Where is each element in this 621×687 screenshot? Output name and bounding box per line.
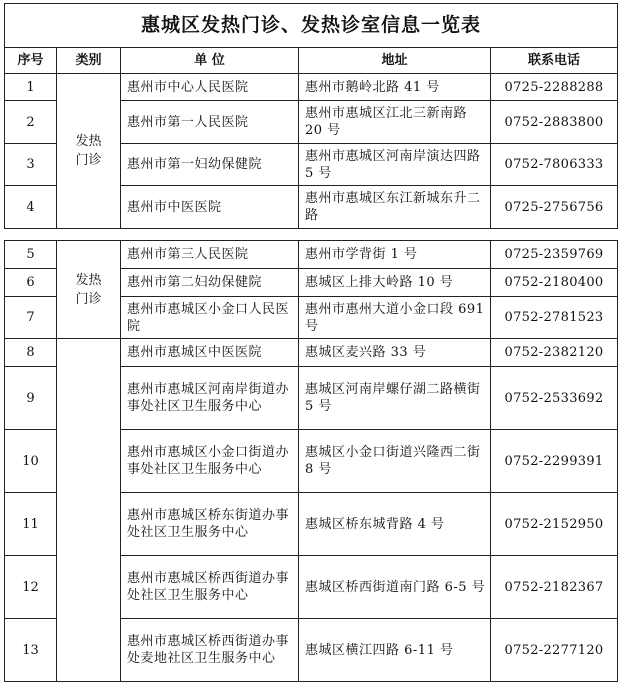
row-address: 惠州市惠城区江北三新南路 20 号 xyxy=(299,101,491,144)
table-row xyxy=(5,241,618,269)
table-row xyxy=(5,339,618,367)
row-phone: 0752-2152950 xyxy=(491,493,618,556)
row-phone: 0752-2781523 xyxy=(491,297,618,339)
header-unit: 单 位 xyxy=(121,48,299,74)
row-unit: 惠州市惠城区小金口人民医院 xyxy=(121,297,299,339)
category-label: 发热门诊 xyxy=(75,272,102,307)
row-no: 8 xyxy=(5,339,57,367)
row-no: 12 xyxy=(5,556,57,619)
row-address: 惠城区上排大岭路 10 号 xyxy=(299,269,491,297)
row-address: 惠州市惠州大道小金口段 691 号 xyxy=(299,297,491,339)
row-phone: 0725-2756756 xyxy=(491,186,618,229)
row-unit: 惠州市惠城区小金口街道办事处社区卫生服务中心 xyxy=(121,430,299,493)
row-address: 惠城区麦兴路 33 号 xyxy=(299,339,491,367)
row-unit: 惠州市第一人民医院 xyxy=(121,101,299,144)
row-unit: 惠州市惠城区中医医院 xyxy=(121,339,299,367)
row-no: 6 xyxy=(5,269,57,297)
row-unit: 惠州市中医医院 xyxy=(121,186,299,229)
row-address: 惠州市鹅岭北路 41 号 xyxy=(299,74,491,101)
row-phone: 0752-2180400 xyxy=(491,269,618,297)
row-phone: 0752-2182367 xyxy=(491,556,618,619)
row-no: 7 xyxy=(5,297,57,339)
row-no: 3 xyxy=(5,144,57,186)
row-phone: 0752-2299391 xyxy=(491,430,618,493)
row-unit: 惠州市第二妇幼保健院 xyxy=(121,269,299,297)
table-title: 惠城区发热门诊、发热诊室信息一览表 xyxy=(5,4,618,48)
row-unit: 惠州市惠城区河南岸街道办事处社区卫生服务中心 xyxy=(121,367,299,430)
category-cell xyxy=(57,74,121,229)
row-no: 2 xyxy=(5,101,57,144)
row-no: 11 xyxy=(5,493,57,556)
row-unit: 惠州市惠城区桥西街道办事处麦地社区卫生服务中心 xyxy=(121,619,299,682)
row-unit: 惠州市惠城区桥西街道办事处社区卫生服务中心 xyxy=(121,556,299,619)
category-cell-blank xyxy=(57,339,121,682)
row-phone: 0752-2533692 xyxy=(491,367,618,430)
row-unit: 惠州市惠城区桥东街道办事处社区卫生服务中心 xyxy=(121,493,299,556)
row-address: 惠州市惠城区河南岸演达四路 5 号 xyxy=(299,144,491,186)
row-no: 4 xyxy=(5,186,57,229)
row-phone: 0752-2382120 xyxy=(491,339,618,367)
row-address: 惠州市学背街 1 号 xyxy=(299,241,491,269)
clinic-table-part2 xyxy=(4,240,618,682)
row-address: 惠州市惠城区东江新城东升二路 xyxy=(299,186,491,229)
row-no: 5 xyxy=(5,241,57,269)
category-cell xyxy=(57,241,121,339)
row-address: 惠城区河南岸螺仔湖二路横街 5 号 xyxy=(299,367,491,430)
row-no: 10 xyxy=(5,430,57,493)
header-no: 序号 xyxy=(5,48,57,74)
row-address: 惠城区桥西街道南门路 6-5 号 xyxy=(299,556,491,619)
row-phone: 0752-2277120 xyxy=(491,619,618,682)
row-address: 惠城区横江四路 6-11 号 xyxy=(299,619,491,682)
row-phone: 0725-2288288 xyxy=(491,74,618,101)
row-no: 13 xyxy=(5,619,57,682)
row-address: 惠城区桥东城背路 4 号 xyxy=(299,493,491,556)
header-category: 类别 xyxy=(57,48,121,74)
header-phone: 联系电话 xyxy=(491,48,618,74)
table-row xyxy=(5,74,618,101)
row-unit: 惠州市中心人民医院 xyxy=(121,74,299,101)
row-phone: 0752-2883800 xyxy=(491,101,618,144)
row-no: 9 xyxy=(5,367,57,430)
row-unit: 惠州市第三人民医院 xyxy=(121,241,299,269)
row-address: 惠城区小金口街道兴隆西二街 8 号 xyxy=(299,430,491,493)
clinic-table-part1 xyxy=(4,3,618,229)
row-no: 1 xyxy=(5,74,57,101)
row-phone: 0752-7806333 xyxy=(491,144,618,186)
header-address: 地址 xyxy=(299,48,491,74)
category-label: 发热门诊 xyxy=(75,134,102,168)
row-unit: 惠州市第一妇幼保健院 xyxy=(121,144,299,186)
row-phone: 0725-2359769 xyxy=(491,241,618,269)
